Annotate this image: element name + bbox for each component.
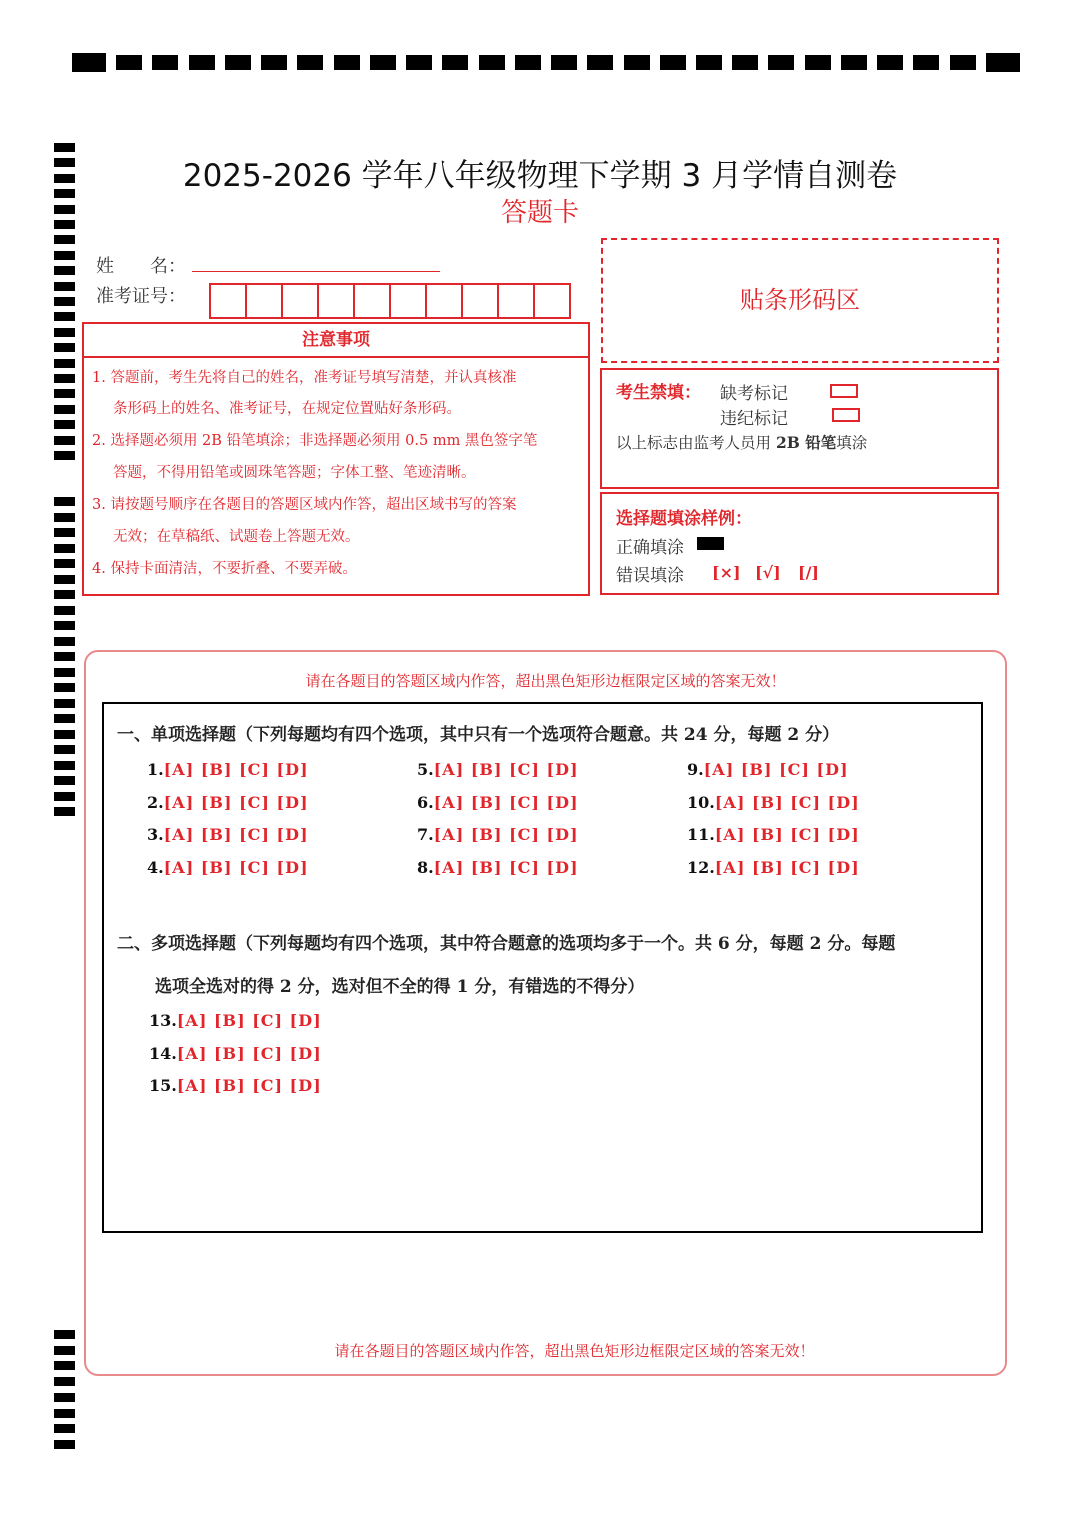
- answer-options[interactable]: [A] [B] [C] [D]: [433, 793, 579, 812]
- timing-mark: [479, 55, 505, 70]
- wrong-example-2: [√]: [755, 563, 781, 582]
- timing-mark: [225, 55, 251, 70]
- question-1: [147, 760, 309, 779]
- question-12: [687, 858, 860, 877]
- answer-options[interactable]: [A] [B] [C] [D]: [714, 825, 860, 844]
- question-number: 10.: [687, 793, 715, 812]
- timing-mark: [54, 745, 75, 754]
- proctor-title: 考生禁填：: [616, 383, 701, 403]
- id-digit-box[interactable]: [425, 283, 463, 319]
- answer-options[interactable]: [A] [B] [C] [D]: [163, 760, 309, 779]
- section-2-title-cont: 选项全选对的得 2 分，选对但不全的得 1 分，有错选的不得分）: [155, 977, 645, 997]
- absent-mark-box[interactable]: [830, 384, 858, 398]
- answer-options[interactable]: [A] [B] [C] [D]: [714, 858, 860, 877]
- timing-mark: [54, 699, 75, 708]
- question-3: [147, 825, 309, 844]
- timing-mark: [72, 53, 106, 72]
- timing-mark: [54, 266, 75, 275]
- question-number: 12.: [687, 858, 715, 877]
- answer-options[interactable]: [A] [B] [C] [D]: [163, 793, 309, 812]
- timing-mark: [54, 559, 75, 568]
- question-number: 3.: [147, 825, 164, 844]
- notice-title: 注意事项: [84, 324, 588, 358]
- question-number: 1.: [147, 760, 164, 779]
- wrong-label: 错误填涂: [616, 566, 684, 586]
- timing-mark: [54, 1330, 75, 1339]
- question-9: [687, 760, 849, 779]
- timing-mark: [54, 590, 75, 599]
- question-7: [417, 825, 579, 844]
- timing-mark: [54, 251, 75, 260]
- timing-mark: [950, 55, 976, 70]
- timing-mark: [54, 359, 75, 368]
- timing-mark: [406, 55, 432, 70]
- id-digit-box[interactable]: [353, 283, 391, 319]
- timing-mark: [54, 1424, 75, 1433]
- timing-mark: [54, 730, 75, 739]
- proctor-marks-box: [600, 368, 999, 489]
- notice-line: 2. 选择题必须用 2B 铅笔填涂；非选择题必须用 0.5 mm 黑色签字笔: [92, 433, 538, 449]
- id-digit-box[interactable]: [209, 283, 247, 319]
- timing-mark: [54, 544, 75, 553]
- notice-line: 条形码上的姓名、准考证号，在规定位置贴好条形码。: [113, 401, 461, 417]
- timing-mark: [116, 55, 142, 70]
- answer-warning-bottom: 请在各题目的答题区域内作答，超出黑色矩形边框限定区域的答案无效！: [334, 1342, 815, 1360]
- question-14: [149, 1044, 322, 1063]
- question-number: 7.: [417, 825, 434, 844]
- timing-mark: [54, 343, 75, 352]
- question-number: 8.: [417, 858, 434, 877]
- question-number: 11.: [687, 825, 715, 844]
- timing-mark: [54, 683, 75, 692]
- section-1-title: 一、单项选择题（下列每题均有四个选项，其中只有一个选项符合题意。共 24 分，每题 2 分）: [117, 725, 840, 745]
- answer-frame: [102, 702, 983, 1233]
- answer-options[interactable]: [A] [B] [C] [D]: [714, 793, 860, 812]
- id-digit-box[interactable]: [389, 283, 427, 319]
- answer-options[interactable]: [A] [B] [C] [D]: [433, 858, 579, 877]
- timing-mark: [805, 55, 831, 70]
- timing-mark: [54, 235, 75, 244]
- timing-mark: [261, 55, 287, 70]
- notice-line: 1. 答题前，考生先将自己的姓名，准考证号填写清楚，并认真核准: [92, 370, 517, 386]
- barcode-area: [601, 238, 999, 363]
- name-label: 姓 名：: [96, 256, 186, 277]
- timing-mark: [913, 55, 939, 70]
- timing-mark: [54, 374, 75, 383]
- question-4: [147, 858, 309, 877]
- notice-line: 无效；在草稿纸、试题卷上答题无效。: [113, 529, 360, 545]
- correct-fill-example: [697, 537, 724, 550]
- question-8: [417, 858, 579, 877]
- answer-options[interactable]: [A] [B] [C] [D]: [176, 1044, 322, 1063]
- timing-mark: [54, 1377, 75, 1386]
- question-6: [417, 793, 579, 812]
- timing-mark: [624, 55, 650, 70]
- question-number: 4.: [147, 858, 164, 877]
- notice-box: [82, 322, 590, 596]
- question-2: [147, 793, 309, 812]
- answer-warning-top: 请在各题目的答题区域内作答，超出黑色矩形边框限定区域的答案无效！: [305, 672, 786, 690]
- timing-mark: [54, 297, 75, 306]
- timing-mark: [732, 55, 758, 70]
- timing-mark: [54, 328, 75, 337]
- name-field[interactable]: [192, 270, 440, 272]
- answer-options[interactable]: [A] [B] [C] [D]: [703, 760, 849, 779]
- timing-mark: [54, 606, 75, 615]
- id-digit-box[interactable]: [497, 283, 535, 319]
- timing-mark: [986, 53, 1020, 72]
- id-label: 准考证号：: [96, 286, 186, 307]
- timing-mark: [54, 1393, 75, 1402]
- timing-mark: [877, 55, 903, 70]
- timing-mark: [334, 55, 360, 70]
- section-2-title: 二、多项选择题（下列每题均有四个选项，其中符合题意的选项均多于一个。共 6 分，每题 2 分。每题: [117, 934, 896, 954]
- timing-mark: [54, 405, 75, 414]
- timing-mark: [54, 1346, 75, 1355]
- sample-title: 选择题填涂样例：: [616, 509, 752, 529]
- notice-line: 3. 请按题号顺序在各题目的答题区域内作答，超出区域书写的答案: [92, 497, 517, 513]
- timing-mark: [54, 389, 75, 398]
- answer-options[interactable]: [A] [B] [C] [D]: [163, 858, 309, 877]
- fill-sample-box: [600, 492, 999, 595]
- question-number: 14.: [149, 1044, 177, 1063]
- id-digit-box[interactable]: [461, 283, 499, 319]
- timing-mark: [54, 312, 75, 321]
- answer-options[interactable]: [A] [B] [C] [D]: [433, 760, 579, 779]
- question-number: 2.: [147, 793, 164, 812]
- top-timing-marks: [72, 52, 1020, 72]
- timing-mark: [54, 807, 75, 816]
- timing-mark: [370, 55, 396, 70]
- notice-line: 答题，不得用铅笔或圆珠笔答题；字体工整、笔迹清晰。: [113, 465, 476, 481]
- id-digit-box[interactable]: [281, 283, 319, 319]
- timing-mark: [54, 282, 75, 291]
- timing-mark: [54, 513, 75, 522]
- timing-mark: [551, 55, 577, 70]
- answer-options[interactable]: [A] [B] [C] [D]: [433, 825, 579, 844]
- timing-mark: [54, 1409, 75, 1418]
- question-number: 9.: [687, 760, 704, 779]
- timing-mark: [442, 55, 468, 70]
- violation-mark-box[interactable]: [832, 408, 860, 422]
- proctor-note-c: 填涂: [836, 434, 868, 452]
- timing-mark: [54, 761, 75, 770]
- timing-mark: [660, 55, 686, 70]
- correct-label: 正确填涂: [616, 538, 684, 558]
- timing-mark: [54, 436, 75, 445]
- timing-mark: [54, 575, 75, 584]
- barcode-label: 贴条形码区: [740, 286, 860, 314]
- timing-mark: [54, 714, 75, 723]
- timing-mark: [54, 776, 75, 785]
- proctor-note-a: 以上标志由监考人员用: [616, 434, 776, 452]
- timing-mark: [54, 1440, 75, 1449]
- wrong-example-1: [×]: [712, 563, 741, 582]
- timing-mark: [189, 55, 215, 70]
- timing-mark: [54, 621, 75, 630]
- absent-label: 缺考标记: [720, 384, 788, 404]
- notice-line: 4. 保持卡面清洁，不要折叠、不要弄破。: [92, 561, 357, 577]
- violation-label: 违纪标记: [720, 409, 788, 429]
- id-number-boxes[interactable]: [211, 283, 571, 319]
- timing-mark: [696, 55, 722, 70]
- timing-mark: [297, 55, 323, 70]
- id-digit-box[interactable]: [317, 283, 355, 319]
- page-subtitle: 答题卡: [500, 198, 579, 228]
- question-number: 15.: [149, 1076, 177, 1095]
- question-5: [417, 760, 579, 779]
- answer-options[interactable]: [A] [B] [C] [D]: [163, 825, 309, 844]
- timing-mark: [54, 668, 75, 677]
- wrong-example-3: [/]: [798, 563, 819, 582]
- question-number: 13.: [149, 1011, 177, 1030]
- question-number: 5.: [417, 760, 434, 779]
- question-11: [687, 825, 860, 844]
- question-13: [149, 1011, 322, 1030]
- timing-mark: [515, 55, 541, 70]
- question-15: [149, 1076, 322, 1095]
- id-digit-box[interactable]: [533, 283, 571, 319]
- proctor-note: [616, 431, 867, 453]
- page-title: 2025-2026 学年八年级物理下学期 3 月学情自测卷: [182, 158, 898, 194]
- proctor-note-b: 2B 铅笔: [775, 433, 837, 452]
- timing-mark: [768, 55, 794, 70]
- answer-options[interactable]: [A] [B] [C] [D]: [176, 1011, 322, 1030]
- timing-mark: [587, 55, 613, 70]
- question-number: 6.: [417, 793, 434, 812]
- timing-mark: [841, 55, 867, 70]
- timing-mark: [54, 497, 75, 506]
- question-10: [687, 793, 860, 812]
- timing-mark: [54, 420, 75, 429]
- timing-mark: [54, 652, 75, 661]
- timing-mark: [152, 55, 178, 70]
- timing-mark: [54, 451, 75, 460]
- timing-mark: [54, 637, 75, 646]
- id-digit-box[interactable]: [245, 283, 283, 319]
- answer-options[interactable]: [A] [B] [C] [D]: [176, 1076, 322, 1095]
- timing-mark: [54, 528, 75, 537]
- timing-mark: [54, 792, 75, 801]
- timing-mark: [54, 1361, 75, 1370]
